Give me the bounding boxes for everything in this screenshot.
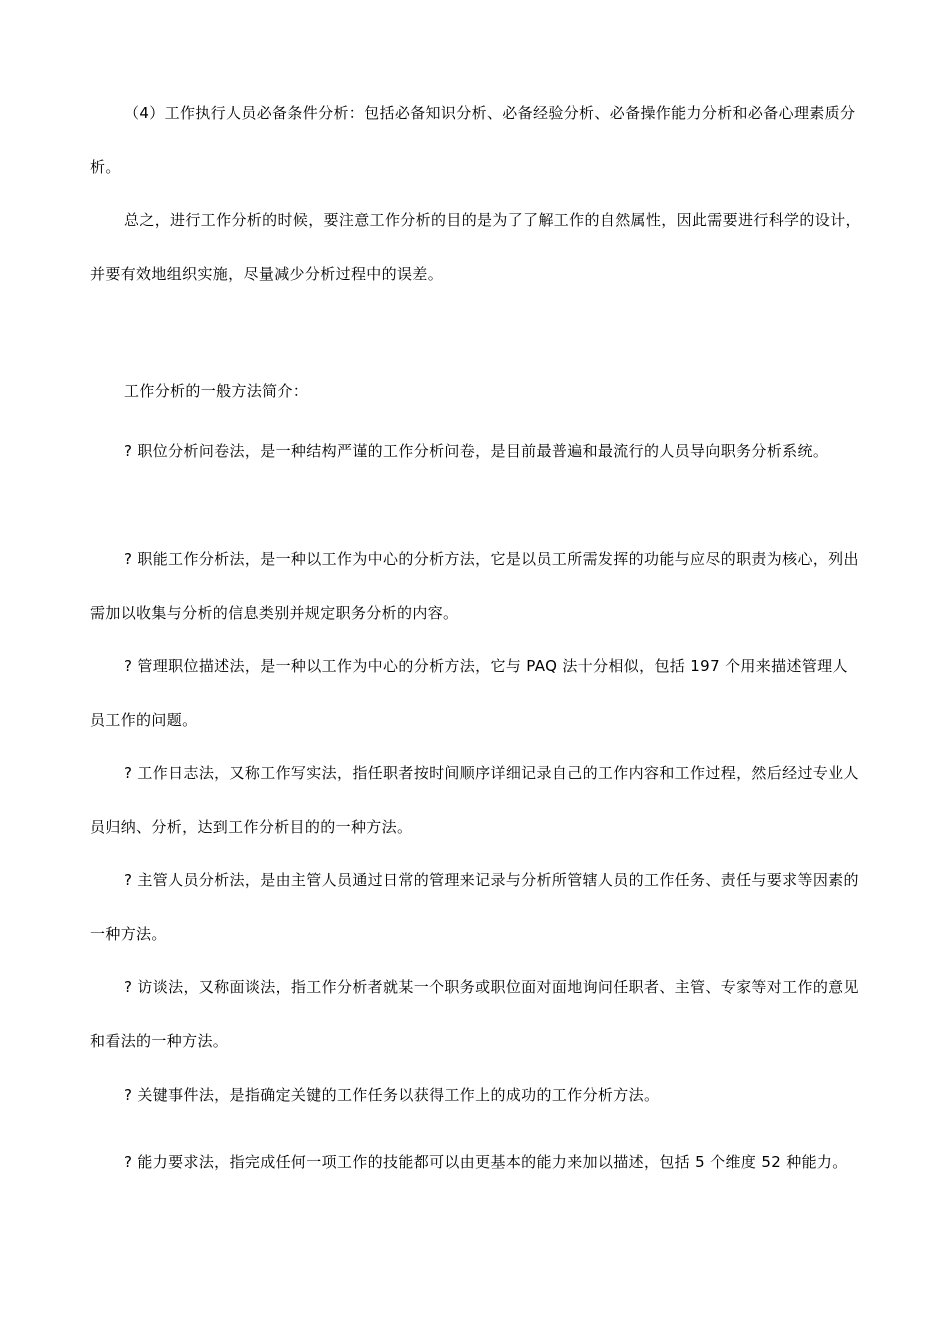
paragraph-method-supervisor: ? 主管人员分析法，是由主管人员通过日常的管理来记录与分析所管辖人员的工作任务、责任与要求等因素的一种方法。	[90, 871, 859, 943]
paragraph-summary: 总之，进行工作分析的时候，要注意工作分析的目的是为了了解工作的自然属性，因此需要进行科学的设计，并要有效地组织实施，尽量减少分析过程中的误差。	[90, 211, 861, 283]
paragraph-method-interview: ? 访谈法，又称面谈法，指工作分析者就某一个职务或职位面对面地询问任职者、主管、专家等对工作的意见和看法的一种方法。	[90, 978, 859, 1050]
paragraph-required-conditions: （4）工作执行人员必备条件分析：包括必备知识分析、必备经验分析、必备操作能力分析和必备心理素质分析。	[90, 104, 856, 176]
paragraph-method-management-position: ? 管理职位描述法，是一种以工作为中心的分析方法，它与 PAQ 法十分相似，包括 197 个用来描述管理人员工作的问题。	[90, 657, 848, 729]
paragraph-method-paq: ? 职位分析问卷法，是一种结构严谨的工作分析问卷，是目前最普遍和最流行的人员导向职务分析系统。	[124, 442, 829, 460]
paragraph-method-functional: ? 职能工作分析法，是一种以工作为中心的分析方法，它是以员工所需发挥的功能与应尽的职责为核心，列出需加以收集与分析的信息类别并规定职务分析的内容。	[90, 550, 859, 622]
paragraph-method-critical-incident: ? 关键事件法，是指确定关键的工作任务以获得工作上的成功的工作分析方法。	[124, 1086, 660, 1104]
section-heading-methods: 工作分析的一般方法简介：	[124, 382, 309, 400]
paragraph-method-work-log: ? 工作日志法，又称工作写实法，指任职者按时间顺序详细记录自己的工作内容和工作过程，然后经过专业人员归纳、分析，达到工作分析目的的一种方法。	[90, 764, 859, 836]
paragraph-method-ability-requirements: ? 能力要求法，指完成任何一项工作的技能都可以由更基本的能力来加以描述，包括 5 个维度 52 种能力。	[124, 1153, 848, 1171]
